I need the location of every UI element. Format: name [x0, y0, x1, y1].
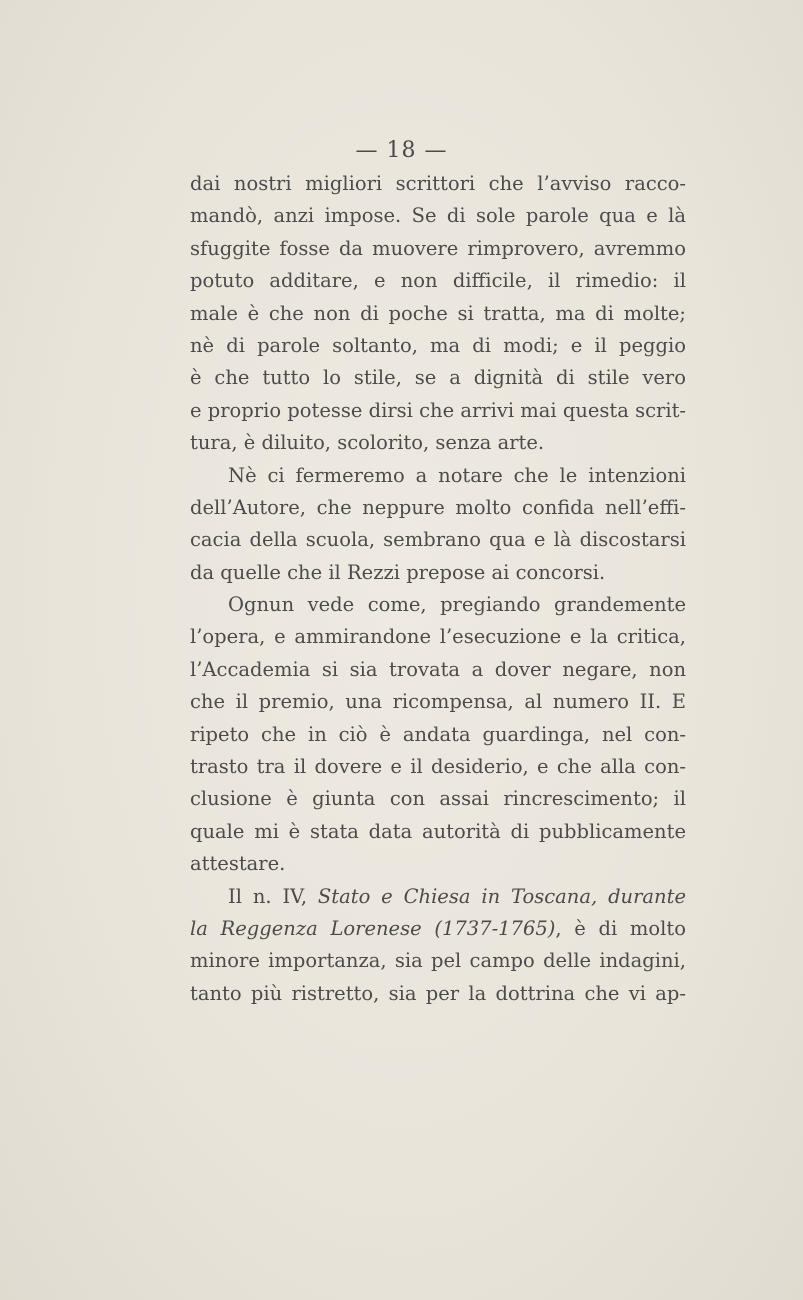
text-line: quale mi è stata data autorità di pubblicamente [190, 819, 686, 843]
text-line: Ognun vede come, pregiando grandemente [228, 593, 686, 617]
text-line: ripeto che in ciò è andata guardinga, nel con- [190, 722, 686, 746]
text-line: sfuggite fosse da muovere rimprovero, avremmo [190, 236, 686, 260]
italic-title: la Reggenza Lorenese (1737-1765) [190, 916, 556, 940]
text-line: minore importanza, sia pel campo delle indagini, [190, 949, 686, 973]
text-line: e proprio potesse dirsi che arrivi mai questa scrit- [190, 398, 686, 422]
text-line: clusione è giunta con assai rincrescimento; il [190, 787, 686, 811]
text-line: che il premio, una ricompensa, al numero II. E [190, 690, 686, 714]
text-span: , è di molto [555, 916, 686, 940]
text-line: cacia della scuola, sembrano qua e là discostarsi [190, 528, 686, 552]
text-line: trasto tra il dovere e il desiderio, e che alla con- [190, 755, 686, 779]
page-number: — 18 — [355, 138, 448, 163]
text-line: da quelle che il Rezzi prepose ai concorsi. [190, 560, 606, 584]
text-line: male è che non di poche si tratta, ma di molte; [190, 301, 686, 325]
text-line: è che tutto lo stile, se a dignità di stile vero [190, 366, 686, 390]
text-line: nè di parole soltanto, ma di modi; e il peggio [190, 333, 686, 357]
text-span: Il n. IV, [228, 884, 318, 908]
text-line [190, 913, 686, 945]
text-line: Nè ci fermeremo a notare che le intenzioni [228, 463, 686, 487]
italic-title: Stato e Chiesa in Toscana, durante [317, 884, 686, 908]
text-line: l’opera, e ammirandone l’esecuzione e la critica, [190, 625, 686, 649]
text-line: tura, è diluito, scolorito, senza arte. [190, 431, 545, 455]
text-line: attestare. [190, 852, 286, 876]
body-text [190, 168, 686, 1010]
text-line: dai nostri migliori scrittori che l’avviso racco- [190, 172, 686, 195]
text-line [190, 881, 686, 913]
text-line: dell’Autore, che neppure molto confida nell’effi- [190, 495, 686, 519]
text-line: potuto additare, e non difficile, il rimedio: il [190, 269, 686, 293]
text-line: l’Accademia si sia trovata a dover negare, non [190, 657, 686, 681]
text-line: mandò, anzi impose. Se di sole parole qua e là [190, 204, 686, 228]
text-line: tanto più ristretto, sia per la dottrina che vi ap- [190, 981, 686, 1005]
